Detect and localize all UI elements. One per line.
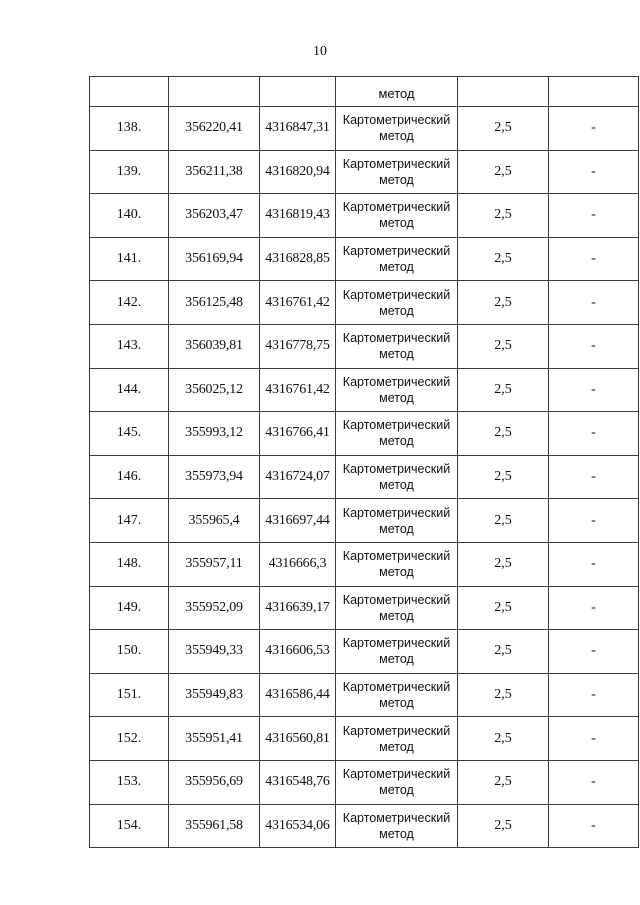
cell-note: - [549,107,639,151]
cell-method [336,542,458,586]
cell-empty [90,77,169,107]
table-row [90,324,639,368]
cell-y-coordinate: 4316761,42 [260,281,336,325]
table-row [90,542,639,586]
cell-method [336,630,458,674]
method-line-1: Картометрический [342,592,451,607]
cell-note: - [549,586,639,630]
cell-note: - [549,150,639,194]
cell-point-number: 141. [90,237,169,281]
cell-x-coordinate: 356039,81 [169,324,260,368]
cell-note: - [549,194,639,238]
cell-accuracy: 2,5 [458,760,549,804]
method-line-1: Картометрический [342,680,451,695]
cell-note: - [549,499,639,543]
cell-point-number: 146. [90,455,169,499]
cell-accuracy: 2,5 [458,630,549,674]
cell-note: - [549,673,639,717]
table-row [90,455,639,499]
method-line-2: метод [379,390,414,405]
cell-accuracy: 2,5 [458,368,549,412]
cell-x-coordinate: 355956,69 [169,760,260,804]
cell-point-number: 152. [90,717,169,761]
cell-x-coordinate: 355973,94 [169,455,260,499]
cell-x-coordinate: 355957,11 [169,542,260,586]
cell-note: - [549,412,639,456]
cell-note: - [549,324,639,368]
cell-point-number: 148. [90,542,169,586]
cell-point-number: 144. [90,368,169,412]
page-number: 10 [313,44,327,59]
cell-point-number: 139. [90,150,169,194]
table-body [90,77,639,848]
continuation-row [90,77,639,107]
method-line-1: Картометрический [342,767,451,782]
cell-x-coordinate: 356211,38 [169,150,260,194]
cell-note: - [549,455,639,499]
method-line-1: Картометрический [342,505,451,520]
cell-x-coordinate: 356220,41 [169,107,260,151]
cell-accuracy: 2,5 [458,194,549,238]
method-line-2: метод [379,521,414,536]
table-row [90,804,639,848]
cell-accuracy: 2,5 [458,455,549,499]
cell-accuracy: 2,5 [458,542,549,586]
cell-y-coordinate: 4316819,43 [260,194,336,238]
cell-point-number: 145. [90,412,169,456]
method-line-2: метод [379,260,414,275]
cell-accuracy: 2,5 [458,150,549,194]
cell-x-coordinate: 356125,48 [169,281,260,325]
cell-accuracy: 2,5 [458,804,549,848]
method-line-1: Картометрический [342,244,451,259]
method-line-2: метод [379,478,414,493]
cell-method [336,194,458,238]
cell-y-coordinate: 4316778,75 [260,324,336,368]
cell-accuracy: 2,5 [458,673,549,717]
cell-y-coordinate: 4316820,94 [260,150,336,194]
method-line-2: метод [379,434,414,449]
cell-empty [260,77,336,107]
table-row [90,150,639,194]
cell-note: - [549,717,639,761]
cell-method [336,760,458,804]
coordinates-table [89,76,639,848]
cell-accuracy: 2,5 [458,412,549,456]
cell-accuracy: 2,5 [458,281,549,325]
cell-method [336,673,458,717]
method-line-2: метод [379,129,414,144]
cell-point-number: 147. [90,499,169,543]
cell-note: - [549,760,639,804]
method-line-1: Картометрический [342,331,451,346]
cell-x-coordinate: 355949,33 [169,630,260,674]
cell-method [336,412,458,456]
cell-y-coordinate: 4316548,76 [260,760,336,804]
cell-note: - [549,542,639,586]
cell-x-coordinate: 355952,09 [169,586,260,630]
cell-note: - [549,368,639,412]
cell-y-coordinate: 4316639,17 [260,586,336,630]
method-line-2: метод [379,172,414,187]
table-row [90,281,639,325]
cell-method [336,499,458,543]
method-line-2: метод [379,652,414,667]
cell-accuracy: 2,5 [458,586,549,630]
cell-method [336,804,458,848]
cell-y-coordinate: 4316828,85 [260,237,336,281]
method-line-1: Картометрический [342,200,451,215]
cell-note: - [549,804,639,848]
method-line-2: метод [379,739,414,754]
cell-method [336,107,458,151]
cell-method-continuation: метод [336,77,458,107]
cell-x-coordinate: 355961,58 [169,804,260,848]
table-row [90,412,639,456]
method-line-1: Картометрический [342,418,451,433]
method-line-1: Картометрический [342,113,451,128]
cell-x-coordinate: 355951,41 [169,717,260,761]
method-line-1: Картометрический [342,287,451,302]
cell-empty [549,77,639,107]
cell-x-coordinate: 355949,83 [169,673,260,717]
cell-y-coordinate: 4316534,06 [260,804,336,848]
table-row [90,194,639,238]
cell-note: - [549,237,639,281]
method-line-1: Картометрический [342,374,451,389]
method-line-2: метод [379,696,414,711]
cell-point-number: 150. [90,630,169,674]
cell-y-coordinate: 4316724,07 [260,455,336,499]
cell-accuracy: 2,5 [458,324,549,368]
method-line-1: Картометрический [342,723,451,738]
cell-accuracy: 2,5 [458,499,549,543]
cell-y-coordinate: 4316586,44 [260,673,336,717]
cell-y-coordinate: 4316697,44 [260,499,336,543]
method-line-1: Картометрический [342,549,451,564]
cell-x-coordinate: 356169,94 [169,237,260,281]
cell-note: - [549,630,639,674]
cell-x-coordinate: 356025,12 [169,368,260,412]
table-row [90,237,639,281]
cell-y-coordinate: 4316766,41 [260,412,336,456]
cell-point-number: 138. [90,107,169,151]
cell-method [336,281,458,325]
cell-point-number: 143. [90,324,169,368]
table-row [90,586,639,630]
cell-note: - [549,281,639,325]
cell-method [336,717,458,761]
method-line-2: метод [379,216,414,231]
cell-y-coordinate: 4316761,42 [260,368,336,412]
cell-point-number: 142. [90,281,169,325]
cell-y-coordinate: 4316560,81 [260,717,336,761]
cell-point-number: 153. [90,760,169,804]
cell-method [336,586,458,630]
method-line-2: метод [379,608,414,623]
method-line-2: метод [379,347,414,362]
cell-method [336,455,458,499]
cell-y-coordinate: 4316666,3 [260,542,336,586]
table-row [90,107,639,151]
table-row [90,630,639,674]
cell-x-coordinate: 355965,4 [169,499,260,543]
cell-point-number: 140. [90,194,169,238]
cell-method [336,368,458,412]
cell-x-coordinate: 355993,12 [169,412,260,456]
cell-point-number: 149. [90,586,169,630]
method-line-1: Картометрический [342,156,451,171]
cell-x-coordinate: 356203,47 [169,194,260,238]
cell-accuracy: 2,5 [458,237,549,281]
method-line-2: метод [379,826,414,841]
table-row [90,499,639,543]
cell-empty [458,77,549,107]
table-row [90,760,639,804]
cell-method [336,237,458,281]
cell-method [336,324,458,368]
table-row [90,368,639,412]
method-line-2: метод [379,565,414,580]
cell-point-number: 154. [90,804,169,848]
cell-y-coordinate: 4316606,53 [260,630,336,674]
cell-empty [169,77,260,107]
table-row [90,717,639,761]
method-line-1: Картометрический [342,462,451,477]
method-line-1: Картометрический [342,636,451,651]
cell-accuracy: 2,5 [458,717,549,761]
table-row [90,673,639,717]
method-line-2: метод [379,303,414,318]
cell-point-number: 151. [90,673,169,717]
cell-y-coordinate: 4316847,31 [260,107,336,151]
method-line-1: Картометрический [342,810,451,825]
cell-method [336,150,458,194]
method-line-2: метод [379,783,414,798]
cell-accuracy: 2,5 [458,107,549,151]
